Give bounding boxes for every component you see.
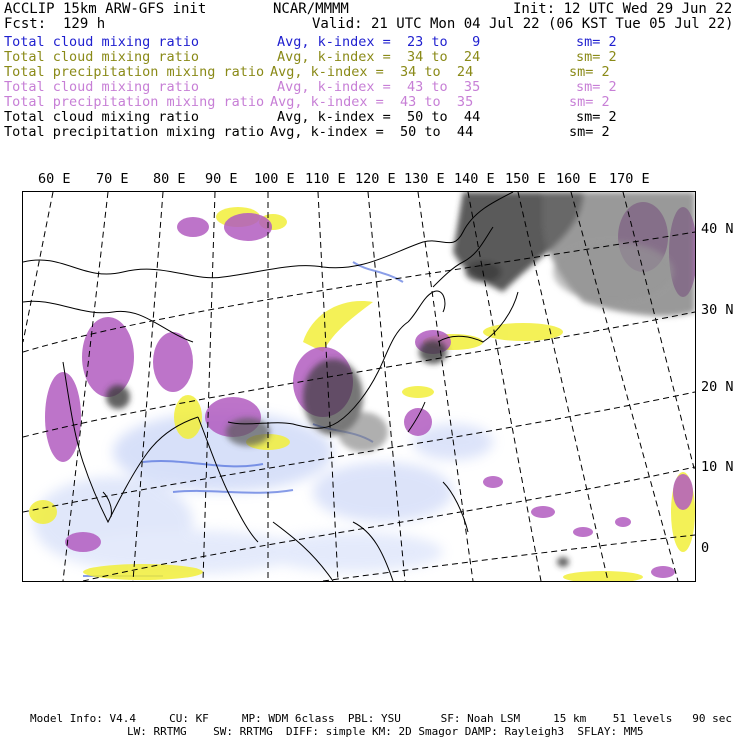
- map-panel: [22, 191, 696, 582]
- field-sm: sm= 2: [569, 64, 610, 80]
- center-label: NCAR/MMMM: [273, 1, 349, 17]
- lon-label: 140 E: [454, 171, 495, 187]
- init-time: Init: 12 UTC Wed 29 Jun 22: [513, 1, 733, 17]
- field-stat: Avg, k-index = 43 to 35: [277, 79, 481, 95]
- lon-label: 170 E: [609, 171, 650, 187]
- lon-label: 90 E: [205, 171, 238, 187]
- field-stat: Avg, k-index = 23 to 9: [277, 34, 481, 50]
- lon-label: 60 E: [38, 171, 71, 187]
- lon-label: 120 E: [355, 171, 396, 187]
- field-name: Total cloud mixing ratio: [4, 79, 200, 95]
- physics-info: LW: RRTMG SW: RRTMG DIFF: simple KM: 2D Smagor DAMP: Rayleigh3 SFLAY: MM5: [127, 725, 644, 738]
- field-stat: Avg, k-index = 34 to 24: [277, 49, 481, 65]
- field-name: Total cloud mixing ratio: [4, 109, 200, 125]
- field-name: Total precipitation mixing ratio: [4, 64, 265, 80]
- valid-time: Valid: 21 UTC Mon 04 Jul 22 (06 KST Tue 05 Jul 22): [312, 16, 734, 32]
- field-stat: Avg, k-index = 34 to 24: [270, 64, 474, 80]
- lat-label: 40 N: [701, 221, 734, 237]
- lat-label: 30 N: [701, 302, 734, 318]
- lon-label: 100 E: [254, 171, 295, 187]
- field-sm: sm= 2: [569, 124, 610, 140]
- lat-label: 20 N: [701, 379, 734, 395]
- lon-label: 130 E: [404, 171, 445, 187]
- field-stat: Avg, k-index = 43 to 35: [270, 94, 474, 110]
- field-name: Total cloud mixing ratio: [4, 34, 200, 50]
- field-stat: Avg, k-index = 50 to 44: [270, 124, 474, 140]
- field-sm: sm= 2: [576, 109, 617, 125]
- map-canvas: [23, 192, 695, 581]
- field-sm: sm= 2: [569, 94, 610, 110]
- model-title: ACCLIP 15km ARW-GFS init: [4, 1, 207, 17]
- lat-label: 0: [701, 540, 710, 556]
- model-info: Model Info: V4.4 CU: KF MP: WDM 6class PBL: YSU SF: Noah LSM 15 km 51 levels 90 sec: [30, 712, 732, 725]
- lat-label: 10 N: [701, 459, 734, 475]
- lon-label: 150 E: [505, 171, 546, 187]
- lon-label: 110 E: [305, 171, 346, 187]
- field-stat: Avg, k-index = 50 to 44: [277, 109, 481, 125]
- lon-label: 160 E: [556, 171, 597, 187]
- field-name: Total precipitation mixing ratio: [4, 124, 265, 140]
- field-sm: sm= 2: [576, 79, 617, 95]
- lon-label: 70 E: [96, 171, 129, 187]
- field-name: Total cloud mixing ratio: [4, 49, 200, 65]
- field-sm: sm= 2: [576, 34, 617, 50]
- field-sm: sm= 2: [576, 49, 617, 65]
- field-name: Total precipitation mixing ratio: [4, 94, 265, 110]
- forecast-hour: Fcst: 129 h: [4, 16, 106, 32]
- lon-label: 80 E: [153, 171, 186, 187]
